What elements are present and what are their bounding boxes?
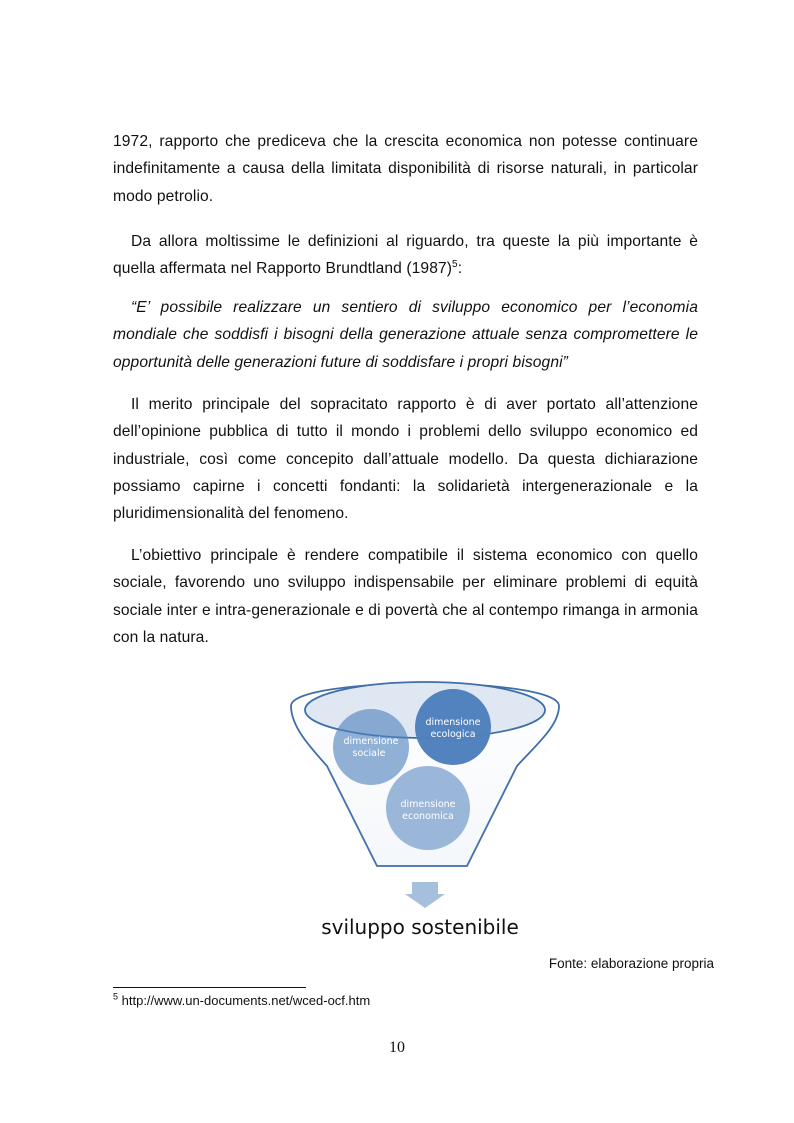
footnote-divider [113,987,306,988]
page-number: 10 [389,1039,405,1056]
paragraph-2 [113,228,698,283]
footnote-reference[interactable]: 5 [452,259,458,271]
sustainability-funnel-diagram [285,666,565,916]
source-note: Fonte: elaborazione propria [548,956,714,971]
label-economica-line2: economica [402,811,454,822]
label-economica-line1: dimensione [400,799,456,810]
label-sociale-line1: dimensione [343,736,399,747]
paragraph-3: Il merito principale del sopracitato rapporto è di aver portato all’attenzione dell’opinione pubblica di tutto il mondo i problemi dello sviluppo economico ed industriale, così come concepito dall’attuale modello. Da questa dichiarazione possiamo capirne i concetti fondanti: la solidarietà intergenerazionale e la pluridimensionalità del fenomeno. [113,396,698,523]
label-ecologica-line1: dimensione [425,717,481,728]
footnote [113,993,370,1008]
paragraph-2-suffix: : [457,260,463,278]
paragraph-1: 1972, rapporto che prediceva che la crescita economica non potesse continuare indefinitamente a causa della limitata disponibilità di risorse naturali, in particolar modo petrolio. [113,133,698,205]
funnel-svg [285,666,565,916]
label-ecologica-line2: ecologica [430,729,476,740]
paragraph-4: L’obiettivo principale è rendere compatibile il sistema economico con quello sociale, favorendo uno sviluppo indispensabile per eliminare problemi di equità sociale inter e intra-generazionale e di povertà che al contempo rimanga in armonia con la natura. [113,547,698,646]
brundtland-quote: “E’ possibile realizzare un sentiero di sviluppo economico per l’economia mondiale che soddisfi i bisogni della generazione attuale senza compromettere le opportunità delle generazioni future di soddisfare i propri bisogni” [113,299,698,371]
label-sociale-line2: sociale [352,748,386,759]
paragraph-2-text: Da allora moltissime le definizioni al riguardo, tra queste la più importante è quella affermata nel Rapporto Brundtland (1987) [113,233,698,278]
circle-dimensione-sociale [333,709,409,785]
footnote-link[interactable]: http://www.un-documents.net/wced-ocf.htm [121,993,371,1008]
diagram-caption: sviluppo sostenibile [321,915,519,939]
down-arrow-icon [405,882,445,908]
footnote-number: 5 [113,991,119,1002]
